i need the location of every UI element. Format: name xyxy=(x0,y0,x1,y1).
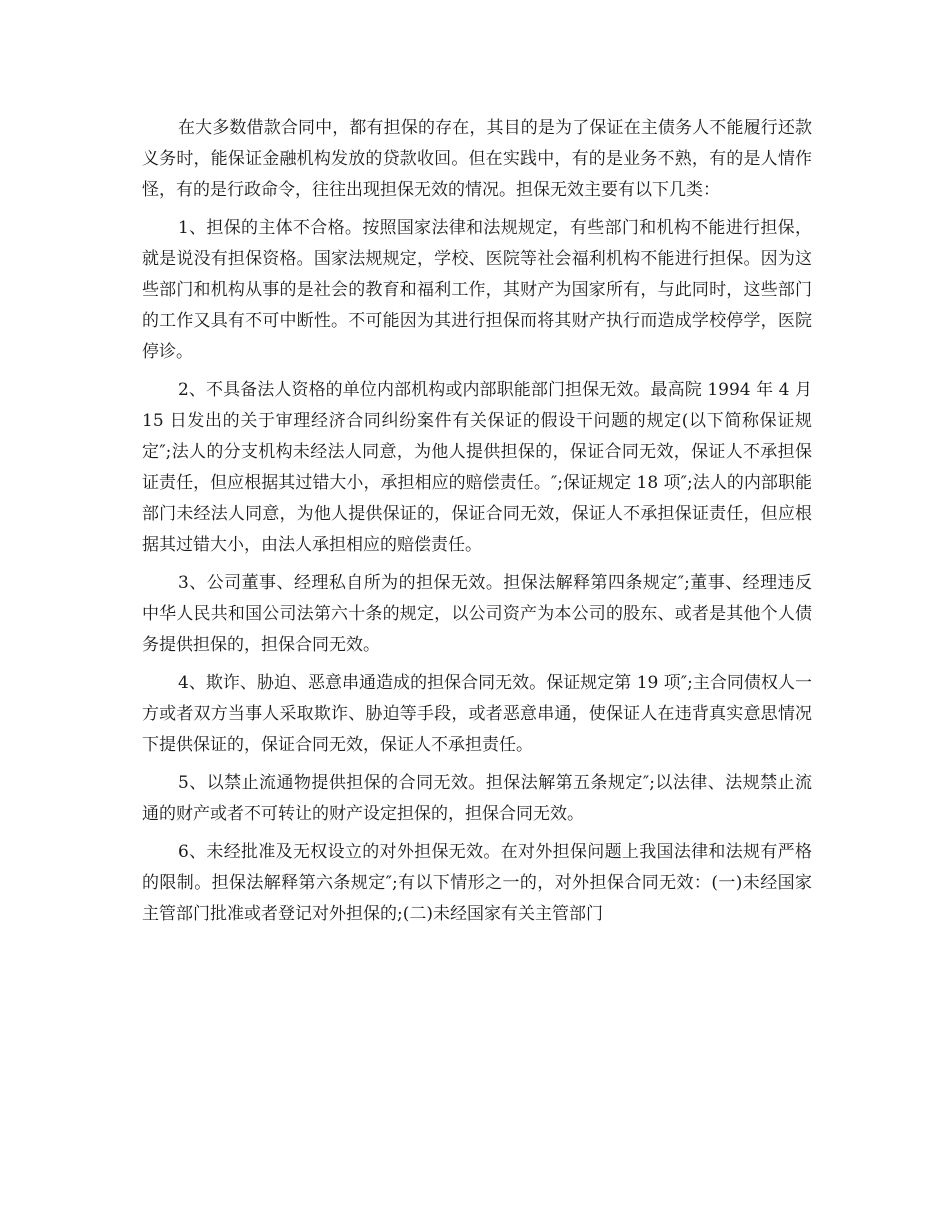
document-body xyxy=(142,113,812,937)
paragraph-item-6: 6、未经批准及无权设立的对外担保无效。在对外担保问题上我国法律和法规有严格的限制。担保法解释第六条规定″;有以下情形之一的，对外担保合同无效：(一)未经国家主管部门批准或者登记对外担保的;(二)未经国家有关主管部门 xyxy=(142,842,812,924)
paragraph-item-4: 4、欺诈、胁迫、恶意串通造成的担保合同无效。保证规定第 19 项″;主合同债权人一方或者双方当事人采取欺诈、胁迫等手段，或者恶意串通，使保证人在违背真实意思情况下提供保证的，保证合同无效，保证人不承担责任。 xyxy=(142,673,812,755)
paragraph-intro: 在大多数借款合同中，都有担保的存在，其目的是为了保证在主债务人不能履行还款义务时，能保证金融机构发放的贷款收回。但在实践中，有的是业务不熟，有的是人情作怪，有的是行政命令，往往出现担保无效的情况。担保无效主要有以下几类： xyxy=(142,118,812,200)
paragraph-item-2: 2、不具备法人资格的单位内部机构或内部职能部门担保无效。最高院 1994 年 4 月 15 日发出的关于审理经济合同纠纷案件有关保证的假设干问题的规定(以下简称保证规定″;法人的分支机构未经法人同意，为他人提供担保的，保证合同无效，保证人不承担保证责任，但应根据其过错大小，承担相应的赔偿责任。″;保证规定 18 项″;法人的内部职能部门未经法人同意，为他人提供保证的，保证合同无效，保证人不承担保证责任，但应根据其过错大小，由法人承担相应的赔偿责任。 xyxy=(142,380,812,555)
paragraph-item-3: 3、公司董事、经理私自所为的担保无效。担保法解释第四条规定″;董事、经理违反中华人民共和国公司法第六十条的规定，以公司资产为本公司的股东、或者是其他个人债务提供担保的，担保合同无效。 xyxy=(142,573,812,655)
paragraph-item-5: 5、以禁止流通物提供担保的合同无效。担保法解第五条规定″;以法律、法规禁止流通的财产或者不可转让的财产设定担保的，担保合同无效。 xyxy=(142,773,812,824)
paragraph-item-1: 1、担保的主体不合格。按照国家法律和法规规定，有些部门和机构不能进行担保，就是说没有担保资格。国家法规规定，学校、医院等社会福利机构不能进行担保。因为这些部门和机构从事的是社会的教育和福利工作，其财产为国家所有，与此同时，这些部门的工作又具有不可中断性。不可能因为其进行担保而将其财产执行而造成学校停学，医院停诊。 xyxy=(142,218,812,362)
